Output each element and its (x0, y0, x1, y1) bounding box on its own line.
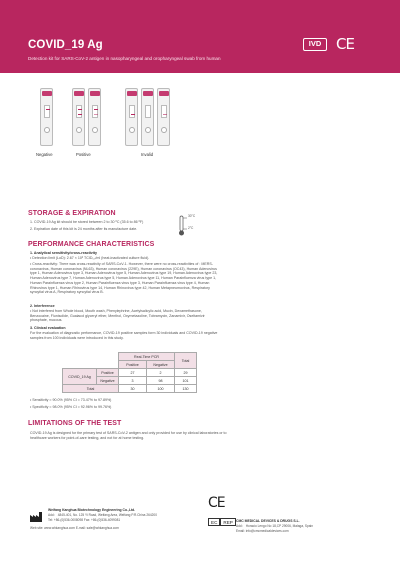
header-banner (0, 0, 400, 73)
table-header-total: Total (175, 353, 197, 369)
perf-cross-reactivity: • Cross-reactivity: There was cross-reactivity of SARS-CoV-1. However, there were no cross-reactivities of : MERS-coronavirus, Human coronavirus (NL63), Human coronavirus (229E), Human coronavirus (OC43), Human Adenovirus type 1, Human Adenovirus type 3, Human Adenovirus type 5, Human Adenovirus type 19, Human Adenovirus type 23, Human Adenovirus type 7, Human Adenovirus type 5, Human Adenovirus type 11, Human Parainfluenza virus type 1, Human Parainfluenza virus type 2, Human Parainfluenza virus type 3, Human Parainfluenza virus type 4, Human Rhinovirus type 1, Human Rhinovirus type 14, Human Rhinovirus type 42, Human Metapneumovirus, Respiratory syncytial virus A, Respiratory syncytial virus B. (30, 262, 218, 295)
rep-address: Add： Horacio Lengo No 18,CP 29006, Malaga, Spain (236, 524, 314, 528)
sample-well (129, 127, 135, 133)
sample-well (161, 127, 167, 133)
manufacturer-address: Add： 4845-401, No. 125 Yi Road, Weifang Area, Weifang P.R.China 264200 (48, 513, 157, 517)
table-blank (63, 361, 119, 369)
table-header-negative: Negative (147, 361, 175, 369)
manufacturer-name: Weifang Kanghua Biotechnology Engineering Co.,Ltd. (48, 508, 136, 512)
label-invalid: Invalid (141, 152, 154, 157)
cassette-cap (90, 91, 100, 96)
result-window (44, 105, 50, 118)
result-window (145, 105, 151, 118)
storage-item-2: 2. Expiration date of this kit is 24 months after its manufacture date. (30, 227, 138, 231)
table-cell: 98 (147, 377, 175, 385)
performance-title: PERFORMANCE CHARACTERISTICS (28, 241, 155, 248)
sample-well (92, 127, 98, 133)
table-row-label: Total (63, 385, 119, 393)
cassette-cap (74, 91, 84, 96)
table-cell: 30 (119, 385, 147, 393)
result-window (92, 105, 98, 118)
cassette-invalid-3 (157, 88, 170, 146)
test-result-illustration (30, 78, 200, 178)
sample-well (145, 127, 151, 133)
thermo-bottom-label: 2°C (188, 226, 194, 230)
table-cell: 130 (175, 385, 197, 393)
cassette-invalid-1 (125, 88, 138, 146)
table-product-label: COVID_19 Ag (63, 369, 97, 385)
product-title: COVID_19 Ag (28, 39, 103, 51)
cassette-negative (40, 88, 53, 146)
label-positive: Positive (76, 152, 91, 157)
cassette-positive-2 (88, 88, 101, 146)
result-window (76, 105, 82, 118)
table-cell: 2 (147, 369, 175, 377)
manufacturer-phone: Tel: +86-(0)536-0008098 Fax: +86-(0)536-4099081 (48, 518, 121, 522)
rep-email: Email: info@cmcmedicaldevices.com (236, 529, 289, 533)
clinical-results-table (62, 352, 197, 393)
table-cell: 27 (119, 369, 147, 377)
ce-mark-footer: CE (208, 495, 225, 511)
perf-heading-2: 2. Interference (30, 304, 55, 308)
table-blank (63, 353, 119, 361)
table-cell: 101 (175, 377, 197, 385)
rep-company: CMC MEDICAL DEVICES & DRUGS S.L. (236, 519, 300, 523)
perf-lod: • Detection limit (LoD): 2.67 × 10² TCID₅₀/ml (heat-inactivated culture fluid). (30, 256, 150, 260)
table-cell: 100 (147, 385, 175, 393)
cassette-cap (143, 91, 153, 96)
table-header-positive: Positive (119, 361, 147, 369)
product-subtitle: Detection kit for SARS-CoV-2 antigen in nasopharyngeal and oropharyngeal swab from human (28, 56, 221, 61)
limitations-text: COVID-19 Ag is designed for the primary test of SARS-CoV-2 antigen and only provided for use by clinical laboratories or to healthcare workers for point-of-care testing, and not for at home testing. (30, 431, 227, 440)
sample-well (44, 127, 50, 133)
cassette-cap (42, 91, 52, 96)
table-cell: 3 (119, 377, 147, 385)
sample-well (76, 127, 82, 133)
perf-clinical-text: For the evaluation of diagnostic performance, COVID-19 positive samples form 30 individuals and COVID-19 negative samples from 100 individuals were introduced in this study. (30, 331, 218, 340)
label-negative: Negative (36, 152, 53, 157)
sensitivity: • Sensitivity = 90.0% (95% CI = 73.47% to 97.89%) (30, 398, 112, 402)
table-cell: 29 (175, 369, 197, 377)
cassette-cap (159, 91, 169, 96)
perf-heading-1: 1. Analytical sensitivity/cross-reactivity (30, 251, 97, 255)
storage-title: STORAGE & EXPIRATION (28, 210, 116, 217)
table-header-pcr: Real-Time PCR (119, 353, 175, 361)
thermo-top-label: 30°C (188, 214, 196, 218)
perf-heading-3: 3. Clinical evaluation (30, 326, 66, 330)
limitations-title: LIMITATIONS OF THE TEST (28, 420, 122, 427)
storage-item-1: 1. COVID-19 Ag kit should be stored between 2 to 30 ºC (35.6 to 86 ºF) (30, 220, 144, 224)
ec-label: EC (208, 518, 220, 526)
ivd-badge: IVD (303, 38, 327, 51)
cassette-positive-1 (72, 88, 85, 146)
manufacturer-web: Web site: www.whkanghua.com E-mail: sale@whkanghua.com (30, 526, 119, 530)
specificity: • Specificity = 98.0% (95% CI = 92.96% to 99.76%) (30, 405, 112, 409)
manufacturer-icon (30, 509, 43, 519)
ce-mark: CE (336, 35, 354, 53)
table-row-label: Negative (97, 377, 119, 385)
result-window (161, 105, 167, 118)
cassette-cap (127, 91, 137, 96)
cassette-invalid-2 (141, 88, 154, 146)
result-window (129, 105, 135, 118)
ec-rep-symbol (208, 518, 236, 526)
perf-interference: • Not interfered from Whole blood, Mouth wash, Phenylephrine, Acetylsalicylic acid, Mucin, Dexamethasone, Benzocaine, Flunisolide, Guaiacol glyceryl ether, Menthol, Oxymetazoline, Tobramycin, Zanamivir, Oseltamivir phosphate, mucous. (30, 309, 205, 323)
rep-label: REP (220, 518, 235, 526)
table-row-label: Positive (97, 369, 119, 377)
